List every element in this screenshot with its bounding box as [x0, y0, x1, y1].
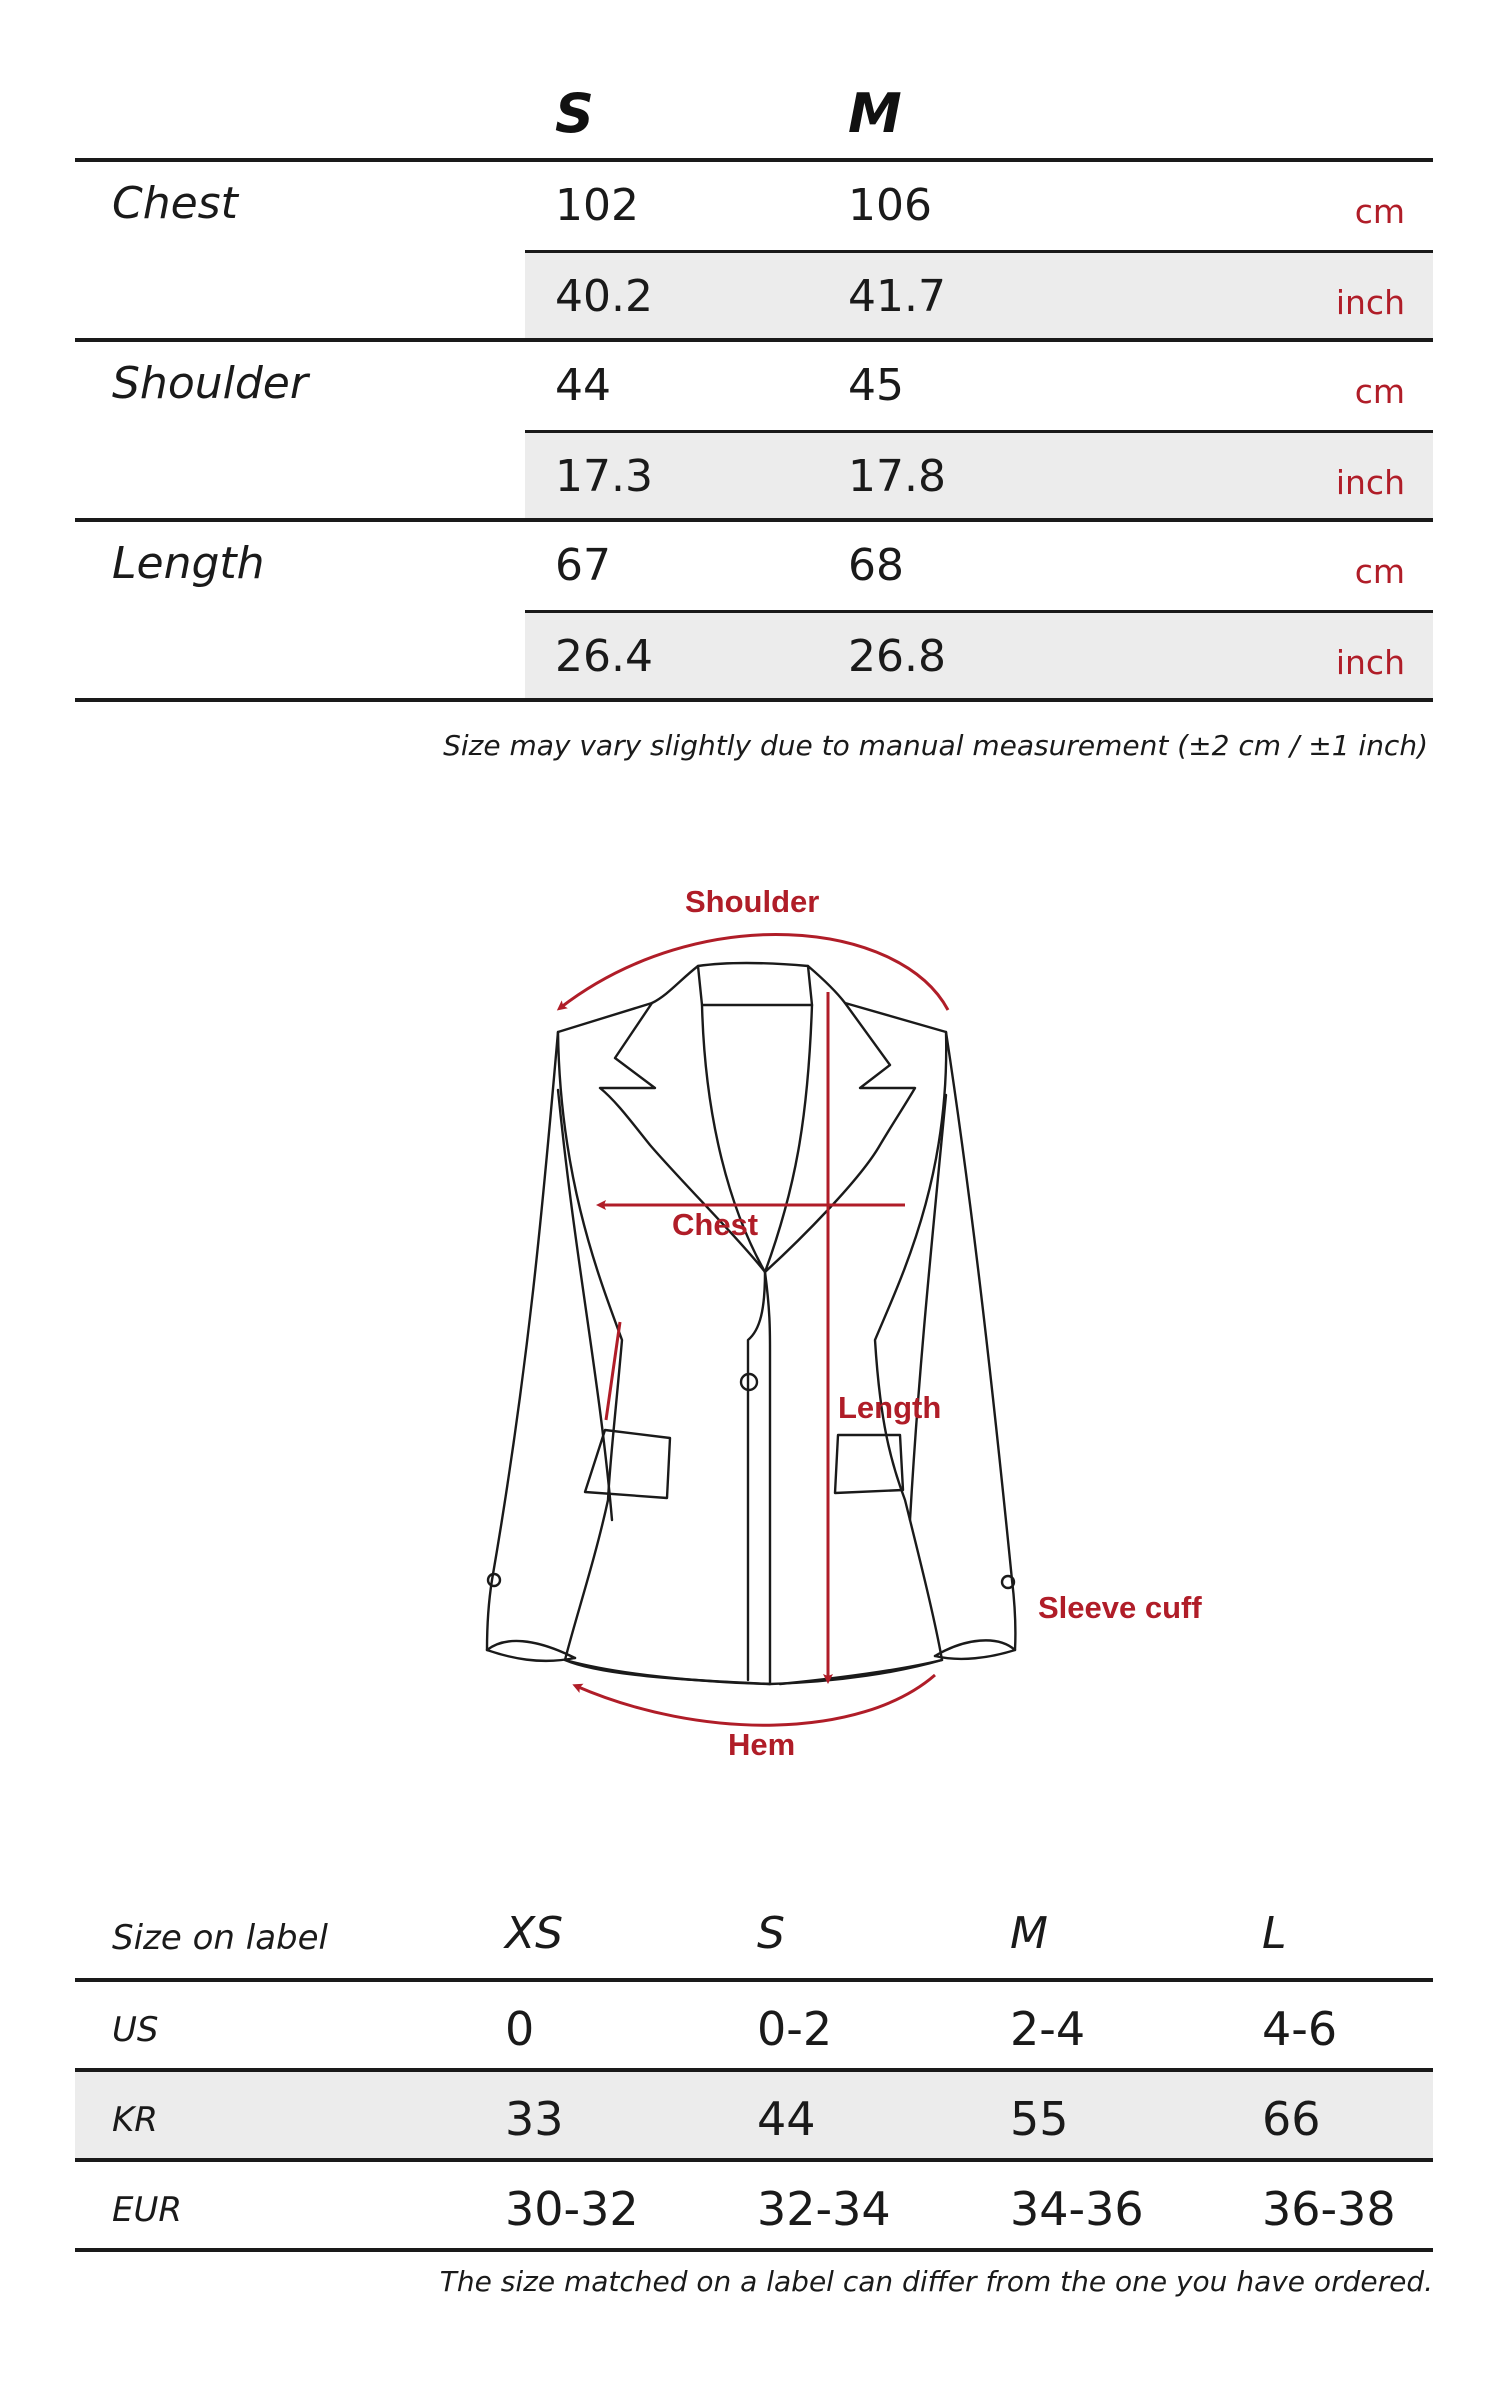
shoulder-label: Shoulder — [685, 884, 820, 919]
size-cell: 4-6 — [1262, 2002, 1338, 2056]
value-s: 40.2 — [555, 271, 653, 322]
measurement-row-inch — [525, 250, 1433, 338]
value-m: 17.8 — [848, 451, 946, 502]
size-cell: 36-38 — [1262, 2182, 1396, 2236]
size-heading-m: M — [1010, 1908, 1048, 1959]
value-s: 67 — [555, 540, 611, 591]
measurement-row-inch — [525, 430, 1433, 518]
measurement-group-length — [75, 518, 1433, 702]
measurement-group-shoulder — [75, 338, 1433, 518]
value-m: 41.7 — [848, 271, 946, 322]
jacket-measurement-diagram — [0, 860, 1500, 1800]
value-m: 106 — [848, 180, 932, 231]
size-chart-note: The size matched on a label can differ from the one you have ordered. — [439, 2265, 1433, 2298]
measurement-note: Size may vary slightly due to manual measurement (±2 cm / ±1 inch) — [443, 729, 1428, 762]
measurement-group-chest — [75, 158, 1433, 338]
measurement-table-header — [75, 70, 1433, 158]
unit-label: inch — [1335, 463, 1405, 502]
value-s: 17.3 — [555, 451, 653, 502]
jacket-outline — [487, 963, 1015, 1684]
size-row-us — [75, 1978, 1433, 2068]
size-cell: 66 — [1262, 2092, 1321, 2146]
size-header-s: S — [555, 82, 594, 145]
size-header-m: M — [848, 82, 902, 145]
unit-label: cm — [1354, 372, 1405, 411]
region-label: EUR — [112, 2190, 182, 2230]
size-heading-s: S — [757, 1908, 785, 1959]
size-row-kr — [75, 2068, 1433, 2158]
unit-label: inch — [1335, 643, 1405, 682]
size-cell: 0-2 — [757, 2002, 833, 2056]
measurement-row-cm — [525, 162, 1433, 250]
value-s: 102 — [555, 180, 639, 231]
size-cell: 33 — [505, 2092, 564, 2146]
measurement-label: Shoulder — [112, 358, 308, 409]
length-label: Length — [838, 1390, 942, 1425]
size-cell: 55 — [1010, 2092, 1069, 2146]
size-cell: 44 — [757, 2092, 816, 2146]
size-cell: 30-32 — [505, 2182, 639, 2236]
measurement-row-cm — [525, 342, 1433, 430]
size-heading-xs: XS — [505, 1908, 564, 1959]
size-cell: 32-34 — [757, 2182, 891, 2236]
waist-guide — [606, 1322, 620, 1420]
value-s: 26.4 — [555, 631, 653, 682]
size-cell: 34-36 — [1010, 2182, 1144, 2236]
measurement-label: Chest — [112, 178, 238, 229]
measurement-table — [75, 70, 1433, 702]
size-on-label-heading: Size on label — [112, 1918, 328, 1958]
hem-label: Hem — [728, 1727, 796, 1762]
size-cell: 2-4 — [1010, 2002, 1086, 2056]
size-heading-l: L — [1262, 1908, 1287, 1959]
size-table-header — [75, 1890, 1433, 1978]
region-label: KR — [112, 2100, 158, 2140]
chest-label: Chest — [672, 1207, 759, 1242]
sleeve-cuff-label: Sleeve cuff — [1038, 1590, 1202, 1625]
unit-label: cm — [1354, 552, 1405, 591]
value-m: 45 — [848, 360, 904, 411]
measurement-label: Length — [112, 538, 265, 589]
unit-label: inch — [1335, 283, 1405, 322]
value-m: 26.8 — [848, 631, 946, 682]
unit-label: cm — [1354, 192, 1405, 231]
measurement-row-cm — [525, 522, 1433, 610]
size-row-eur — [75, 2158, 1433, 2252]
value-s: 44 — [555, 360, 611, 411]
size-cell: 0 — [505, 2002, 535, 2056]
measurement-row-inch — [525, 610, 1433, 698]
region-label: US — [112, 2010, 159, 2050]
value-m: 68 — [848, 540, 904, 591]
size-conversion-table — [75, 1890, 1433, 2252]
